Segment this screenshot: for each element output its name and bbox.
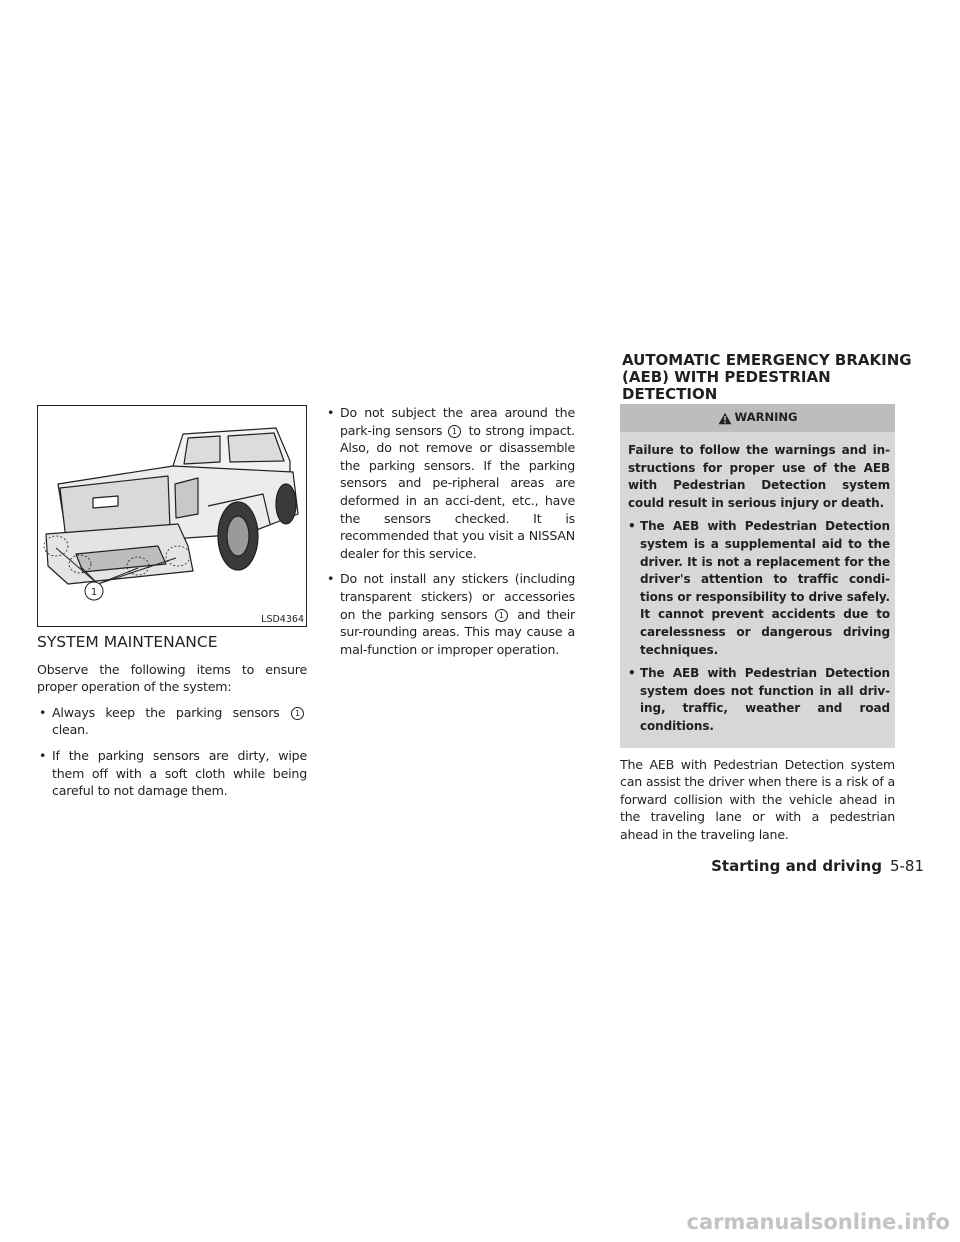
aeb-heading-line-2: (AEB) WITH PEDESTRIAN DETECTION [622, 368, 831, 403]
bullet-marker: • [327, 405, 335, 420]
list-item [628, 518, 890, 659]
warning-header [620, 404, 895, 432]
list-item [325, 570, 575, 658]
warning-label: WARNING [734, 410, 798, 425]
truck-rear-sensor-illustration [37, 405, 307, 627]
left-column [37, 634, 307, 808]
callout-1-label: 1 [90, 587, 98, 598]
watermark: carmanualsonline.info [686, 1210, 950, 1234]
bullet-marker: • [628, 519, 636, 534]
circled-number-icon: 1 [495, 609, 508, 622]
bullet-text-end: to strong impact. Also, do not remove or disassemble the parking sensors. If the parking sensors and pe-ripheral areas are deformed in an acci-dent, etc., have the sensors checked. It is recommended that you visit a NISSAN dealer for this service. [340, 422, 575, 561]
section-heading-system-maintenance: SYSTEM MAINTENANCE [37, 633, 218, 651]
circled-number-icon: 1 [291, 707, 304, 720]
truck-illustration-svg [38, 406, 306, 626]
circled-number-icon: 1 [448, 425, 461, 438]
bullet-text-start: Do not install any stickers (including transparent stickers) or accessories on the parking sensors [340, 571, 575, 622]
page-footer [711, 857, 924, 875]
warning-intro: Failure to follow the warnings and in-structions for proper use of the AEB with Pedestrian Detection system could result in serious injury or death. [628, 443, 890, 510]
warning-box [620, 404, 895, 748]
list-item [37, 704, 307, 739]
warning-bullet-1: The AEB with Pedestrian Detection system is a supplemental aid to the driver. It is not a replacement for the driver's attention to traffic condi-tions or responsibility to drive safely. It cannot prevent accidents due to carelessness or dangerous driving techniques. [640, 519, 890, 657]
intro-paragraph: Observe the following items to ensure proper operation of the system: [37, 661, 307, 695]
warning-bullet-2: The AEB with Pedestrian Detection system does not function in all driv-ing, traffic, weather and road conditions. [640, 666, 890, 733]
bullet-text-end: clean. [52, 722, 89, 738]
bullet-marker: • [628, 666, 636, 681]
aeb-description: The AEB with Pedestrian Detection system can assist the driver when there is a risk of a forward collision with the vehicle ahead in the traveling lane or with a pedestrian ahead in the traveling lane. [620, 756, 895, 842]
bullet-marker: • [327, 571, 335, 587]
bullet-marker: • [39, 704, 47, 720]
figure-id-label: LSD4364 [261, 614, 304, 625]
middle-column [325, 404, 575, 666]
warning-triangle-icon [718, 412, 732, 425]
bullet-text-start: Do not subject the area around the park-ing sensors [340, 405, 575, 438]
right-column [620, 404, 895, 851]
aeb-heading-line-1: AUTOMATIC EMERGENCY BRAKING [622, 351, 912, 369]
bullet-marker: • [39, 747, 47, 763]
page-number: 5-81 [889, 857, 924, 875]
warning-body [620, 432, 895, 748]
bullet-text: If the parking sensors are dirty, wipe them off with a soft cloth while being careful to not damage them. [52, 747, 307, 799]
list-item [325, 404, 575, 562]
aeb-section-heading [622, 352, 922, 403]
footer-section-title: Starting and driving [711, 857, 882, 875]
bullet-text-start: Always keep the parking sensors [52, 704, 280, 720]
bullet-text-end: and their sur-rounding areas. This may cause a mal-function or improper operation. [340, 606, 575, 657]
list-item [37, 747, 307, 800]
list-item [628, 665, 890, 735]
